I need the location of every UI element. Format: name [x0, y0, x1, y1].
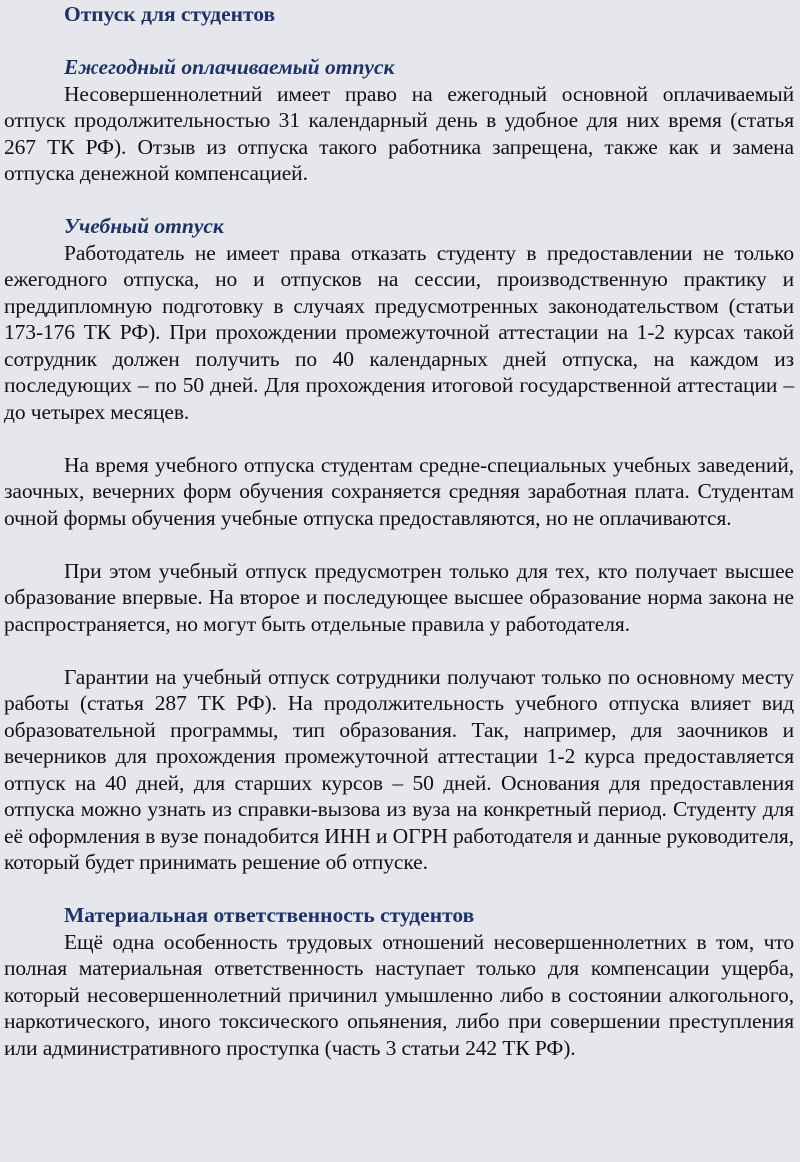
paragraph-study-leave-4: Гарантии на учебный отпуск сотрудники получают только по основному месту работы (статья 287 ТК РФ). На продолжительность учебного отпуска влияет вид образовательной программы, тип образования. Так, например, для заочников и вечерников для прохождения промежуточной аттестации 1-2 курса предоставляется отпуск на 40 дней, для старших курсов – 50 дней. Основания для предоставления отпуска можно узнать из справки-вызова из вуза на конкретный период. Студенту для её оформления в вузе понадобится ИНН и ОГРН работодателя и данные руководителя, который будет принимать решение об отпуске.	[4, 664, 794, 874]
paragraph-study-leave-2: На время учебного отпуска студентам средне-специальных учебных заведений, заочных, вечерних форм обучения сохраняется средняя заработная плата. Студентам очной формы обучения учебные отпуска предоставляются, но не оплачиваются.	[4, 452, 794, 530]
section-heading-annual-leave: Ежегодный оплачиваемый отпуск	[64, 55, 395, 79]
paragraph-liability: Ещё одна особенность трудовых отношений несовершеннолетних в том, что полная материальная ответственность наступает только для компенсации ущерба, который несовершеннолетний причинил умышленно либо в состоянии алкогольного, наркотического, иного токсического опьянения, либо при совершении преступления или административного проступка (часть 3 статьи 242 ТК РФ).	[4, 929, 794, 1060]
spacer	[4, 28, 794, 55]
paragraph-annual-leave: Несовершеннолетний имеет право на ежегодный основной оплачиваемый отпуск продолжительностью 31 календарный день в удобное для них время (статья 267 ТК РФ). Отзыв из отпуска такого работника запрещена, также как и замена отпуска денежной компенсацией.	[4, 81, 794, 185]
spacer	[4, 876, 794, 903]
spacer	[4, 425, 794, 452]
paragraph-study-leave-3: При этом учебный отпуск предусмотрен только для тех, кто получает высшее образование впервые. На второе и последующее высшее образование норма закона не распространяется, но могут быть отдельные правила у работодателя.	[4, 558, 794, 636]
paragraph-study-leave-1: Работодатель не имеет права отказать студенту в предоставлении не только ежегодного отпуска, но и отпусков на сессии, производственную практику и преддипломную подготовку в случаях предусмотренных законодательством (статьи 173-176 ТК РФ). При прохождении промежуточной аттестации на 1-2 курсах такой сотрудник должен получить по 40 календарных дней отпуска, на каждом из последующих – по 50 дней. Для прохождения итоговой государственной аттестации – до четырех месяцев.	[4, 240, 794, 424]
spacer	[4, 187, 794, 214]
section-heading-study-leave: Учебный отпуск	[64, 214, 224, 238]
section-heading-liability: Материальная ответственность студентов	[64, 903, 475, 927]
spacer	[4, 637, 794, 664]
page-title: Отпуск для студентов	[64, 2, 276, 26]
spacer	[4, 531, 794, 558]
